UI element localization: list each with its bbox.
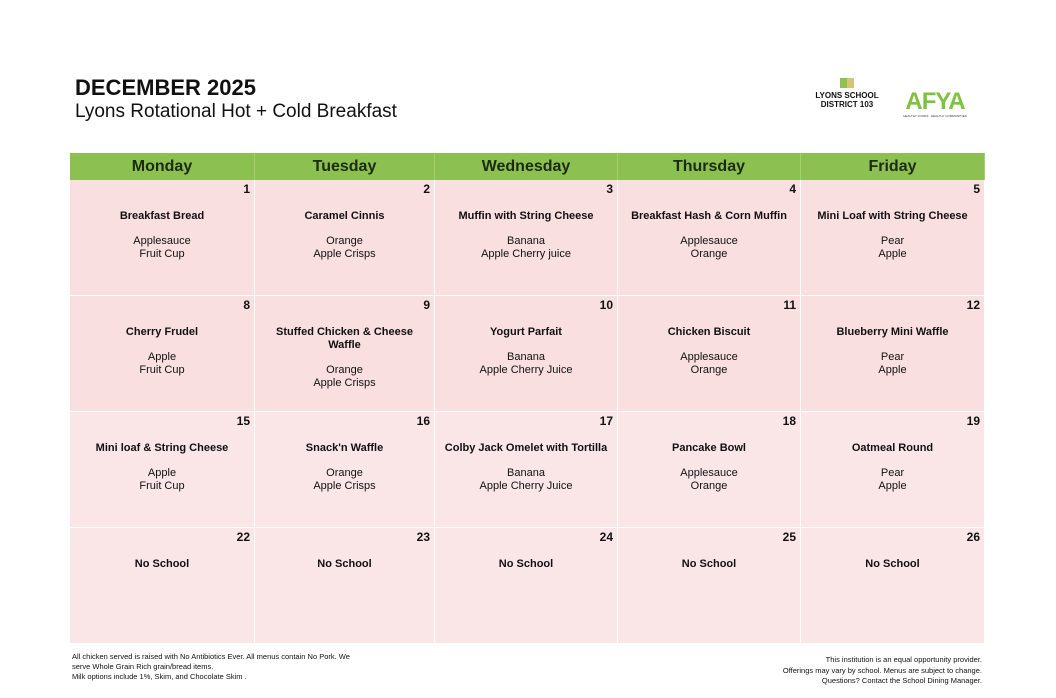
side-item: Pear <box>880 467 905 479</box>
side-items <box>618 235 800 261</box>
day-cell <box>435 412 618 528</box>
side-item: Banana <box>507 467 545 479</box>
menu-calendar <box>70 153 985 644</box>
side-items <box>70 467 254 493</box>
day-cell <box>255 412 435 528</box>
afya-tagline: HEALTHY FOODS · HEALTHY COMMUNITIES <box>903 114 967 118</box>
lyons-logo <box>815 78 879 109</box>
side-items <box>70 351 254 377</box>
lyons-logo-text: LYONS SCHOOL DISTRICT 103 <box>815 91 879 109</box>
main-item: Muffin with String Cheese <box>458 210 594 222</box>
side-item: Apple Crisps <box>313 480 376 492</box>
day-date: 10 <box>599 298 613 312</box>
day-cell <box>255 296 435 412</box>
day-date: 18 <box>782 414 796 428</box>
day-header: Friday <box>801 153 985 180</box>
side-item: Apple Cherry juice <box>481 248 571 260</box>
side-item: Apple <box>147 467 177 479</box>
side-item: Orange <box>690 480 728 492</box>
main-item: Yogurt Parfait <box>490 326 562 338</box>
day-header: Thursday <box>618 153 801 180</box>
side-items <box>618 351 800 377</box>
weekday-header <box>70 153 985 180</box>
week-row <box>70 180 985 296</box>
side-item: Apple <box>878 364 907 376</box>
day-cell <box>70 296 255 412</box>
main-item: Stuffed Chicken & Cheese Waffle <box>276 326 413 351</box>
side-items <box>435 467 617 493</box>
main-item: Mini loaf & String Cheese <box>95 442 229 454</box>
main-item: Cherry Frudel <box>125 326 199 338</box>
footer-note: Milk options include 1%, Skim, and Chocolate Skim . <box>72 672 247 681</box>
day-date: 15 <box>236 414 250 428</box>
side-item: Fruit Cup <box>139 248 185 260</box>
main-item: Breakfast Hash & Corn Muffin <box>631 210 787 222</box>
main-item: No School <box>498 558 554 570</box>
main-item: No School <box>681 558 737 570</box>
week-row <box>70 528 985 644</box>
side-item: Apple Cherry Juice <box>479 364 573 376</box>
side-item: Applesauce <box>133 235 191 247</box>
side-item: Fruit Cup <box>139 364 185 376</box>
side-item: Applesauce <box>680 351 738 363</box>
footer-note: All chicken served is raised with No Antibiotics Ever. All menus contain No Pork. We serve Whole Grain Rich grain/bread items. <box>72 652 350 671</box>
day-date: 26 <box>966 530 980 544</box>
side-item: Apple Crisps <box>313 248 376 260</box>
day-date: 2 <box>423 182 430 196</box>
day-cell <box>435 180 618 296</box>
day-cell <box>618 296 801 412</box>
day-date: 3 <box>606 182 613 196</box>
main-item: Colby Jack Omelet with Tortilla <box>444 442 608 454</box>
side-items <box>70 235 254 261</box>
main-item: Breakfast Bread <box>119 210 205 222</box>
side-items <box>801 235 984 261</box>
day-cell <box>801 528 985 644</box>
day-cell <box>801 412 985 528</box>
side-item: Pear <box>880 351 905 363</box>
day-header: Wednesday <box>435 153 618 180</box>
page-subtitle: Lyons Rotational Hot + Cold Breakfast <box>75 101 397 122</box>
day-date: 24 <box>599 530 613 544</box>
afya-logo <box>900 90 970 118</box>
day-cell <box>70 528 255 644</box>
day-header: Monday <box>70 153 255 180</box>
day-header: Tuesday <box>255 153 435 180</box>
main-item: No School <box>317 558 372 570</box>
day-date: 12 <box>966 298 980 312</box>
main-item: No School <box>134 558 190 570</box>
day-date: 23 <box>416 530 430 544</box>
main-item: Caramel Cinnis <box>304 210 385 222</box>
day-cell <box>70 412 255 528</box>
main-item: Oatmeal Round <box>851 442 934 454</box>
footer-disclaimer <box>752 655 982 687</box>
day-date: 19 <box>966 414 980 428</box>
footer-notes <box>72 652 352 682</box>
side-item: Apple <box>878 480 907 492</box>
side-item: Orange <box>326 235 363 247</box>
side-items <box>618 467 800 493</box>
afya-logo-text: AFYA <box>905 88 965 115</box>
day-cell <box>801 180 985 296</box>
side-item: Applesauce <box>680 235 738 247</box>
side-item: Banana <box>507 235 545 247</box>
day-cell <box>618 180 801 296</box>
main-item: No School <box>865 558 920 570</box>
day-date: 11 <box>783 298 796 312</box>
footer-note: This institution is an equal opportunity provider. <box>825 655 982 664</box>
day-cell <box>435 528 618 644</box>
side-item: Applesauce <box>680 467 738 479</box>
side-items <box>435 351 617 377</box>
side-item: Apple <box>878 248 907 260</box>
side-items <box>801 467 984 493</box>
day-date: 1 <box>243 182 250 196</box>
main-item: Pancake Bowl <box>672 442 746 454</box>
main-item: Chicken Biscuit <box>667 326 751 338</box>
side-items <box>255 235 434 261</box>
day-date: 4 <box>789 182 796 196</box>
day-cell <box>801 296 985 412</box>
page-title: DECEMBER 2025 <box>75 75 256 100</box>
side-items <box>435 235 617 261</box>
books-icon <box>840 78 854 88</box>
side-items <box>255 364 434 390</box>
week-row <box>70 412 985 528</box>
day-date: 16 <box>416 414 430 428</box>
day-date: 5 <box>973 182 980 196</box>
day-cell <box>255 528 435 644</box>
footer-note: Offerings may vary by school. Menus are subject to change. Questions? Contact the School Dining Manager. <box>782 665 982 685</box>
side-item: Apple Cherry Juice <box>479 480 573 492</box>
day-date: 17 <box>599 414 613 428</box>
week-row <box>70 296 985 412</box>
main-item: Snack'n Waffle <box>305 442 384 454</box>
main-item: Mini Loaf with String Cheese <box>817 210 968 222</box>
day-date: 8 <box>243 298 250 312</box>
day-date: 25 <box>782 530 796 544</box>
side-item: Orange <box>690 248 728 260</box>
day-cell <box>618 412 801 528</box>
day-cell <box>70 180 255 296</box>
side-items <box>801 351 984 377</box>
day-date: 22 <box>236 530 250 544</box>
day-cell <box>255 180 435 296</box>
side-item: Orange <box>326 467 363 479</box>
side-item: Fruit Cup <box>139 480 185 492</box>
side-item: Orange <box>690 364 728 376</box>
side-item: Banana <box>507 351 545 363</box>
side-items <box>255 467 434 493</box>
day-cell <box>435 296 618 412</box>
side-item: Pear <box>880 235 905 247</box>
day-date: 9 <box>423 298 430 312</box>
day-cell <box>618 528 801 644</box>
side-item: Orange <box>326 364 363 376</box>
main-item: Blueberry Mini Waffle <box>836 326 949 338</box>
side-item: Apple <box>147 351 177 363</box>
side-item: Apple Crisps <box>313 377 376 389</box>
